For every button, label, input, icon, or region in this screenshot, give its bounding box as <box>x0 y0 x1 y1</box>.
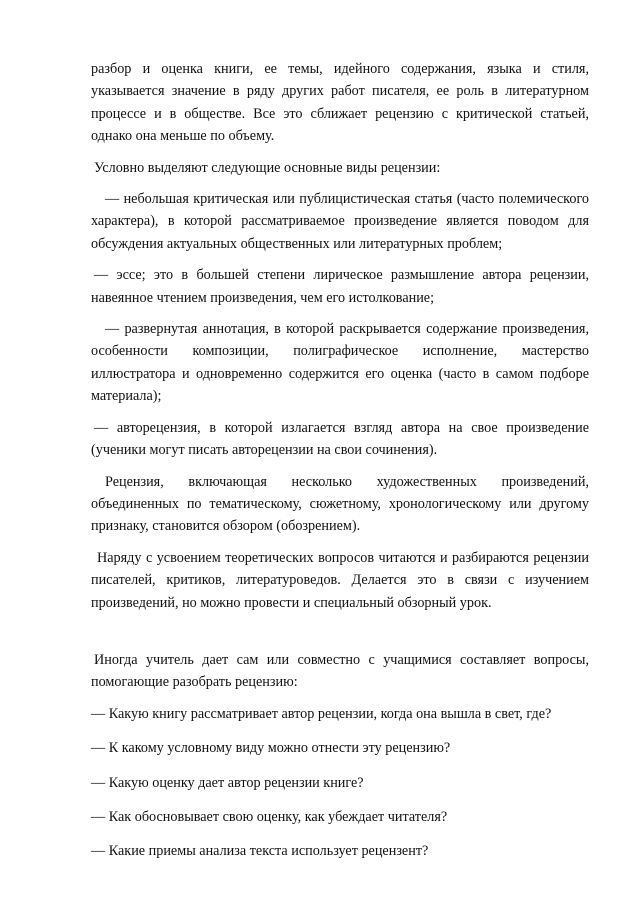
paragraph-study-reviews: Наряду с усвоением теоретических вопросов читаются и разбираются рецензии писателей, критиков, литературоведов. Делается это в связи с изучением произведений, но можно провести и специальный обзорный урок. <box>91 549 589 611</box>
paragraph-review-analysis: разбор и оценка книги, ее темы, идейного содержания, языка и стиля, указывается значение в ряду других работ писателя, ее роль в литературном процессе и в обществе. Все это сближает рецензию с критической статьей, однако она меньше по объему. <box>91 61 589 145</box>
question-item: — Какие приемы анализа текста использует рецензент? <box>91 843 429 860</box>
paragraph-type-annotation: — развернутая аннотация, в которой раскрывается содержание произведения, особенности композиции, полиграфическое исполнение, мастерство иллюстратора и одновременно содержится его оценка (часто в самом подборе материала); <box>91 321 589 405</box>
paragraph-questions-intro: Иногда учитель дает сам или совместно с учащимися составляет вопросы, помогающие разобрать рецензию: <box>91 651 589 691</box>
question-item: — К какому условному виду можно отнести эту рецензию? <box>91 740 451 757</box>
question-item: — Какую оценку дает автор рецензии книге? <box>91 774 364 791</box>
paragraph-type-article: — небольшая критическая или публицистическая статья (часто полемического характера), в которой рассматриваемое произведение является поводом для обсуждения актуальных общественных или литературных проблем; <box>91 191 589 252</box>
paragraph-types-intro: Условно выделяют следующие основные виды рецензии: <box>94 159 441 176</box>
paragraph-overview: Рецензия, включающая несколько художественных произведений, объединенных по тематическому, сюжетному, хронологическому или другому признаку, становится обзором (обозрением). <box>91 473 589 535</box>
paragraph-type-self-review: — авторецензия, в которой излагается взгляд автора на свое произведение (ученики могут писать авторецензии на свои сочинения). <box>91 419 589 459</box>
paragraph-type-essay: — эссе; это в большей степени лирическое размышление автора рецензии, навеянное чтением произведения, чем его истолкование; <box>91 267 589 306</box>
question-item: — Как обосновывает свою оценку, как убеждает читателя? <box>91 808 448 825</box>
question-item: — Какую книгу рассматривает автор рецензии, когда она вышла в свет, где? <box>91 705 552 722</box>
document-page <box>91 58 589 863</box>
